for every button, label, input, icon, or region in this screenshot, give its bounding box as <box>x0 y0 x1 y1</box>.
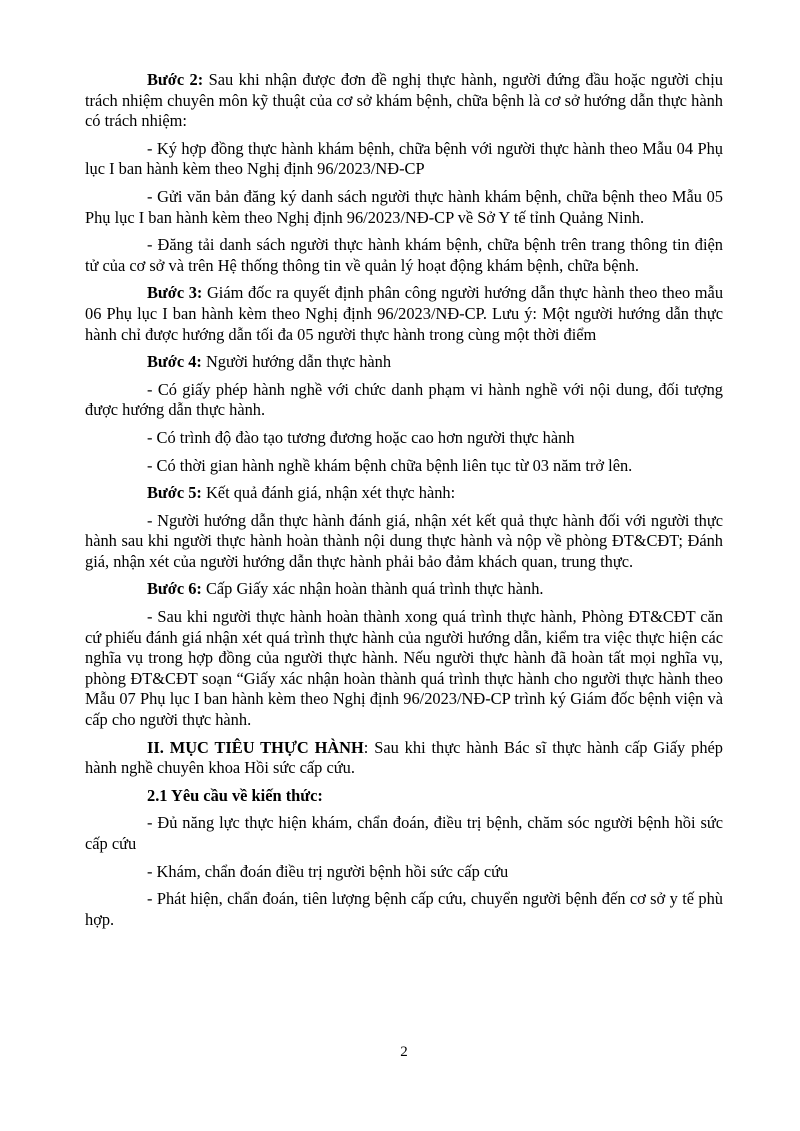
paragraph: - Ký hợp đồng thực hành khám bệnh, chữa bệnh với người thực hành theo Mẫu 04 Phụ lục I ban hành kèm theo Nghị định 96/2023/NĐ-CP <box>85 138 723 179</box>
paragraph-lead-bold: Bước 2: <box>147 70 204 89</box>
paragraph-lead-bold: Bước 5: <box>147 483 202 503</box>
page-footer <box>85 1042 723 1062</box>
paragraph-lead-bold: 2.1 Yêu cầu về kiến thức: <box>147 785 323 805</box>
paragraph: II. MỤC TIÊU THỰC HÀNH: Sau khi thực hành Bác sĩ thực hành cấp Giấy phép hành nghề chuyên khoa Hồi sức cấp cứu. <box>85 737 723 778</box>
paragraph: Bước 5: Kết quả đánh giá, nhận xét thực hành: <box>147 483 456 503</box>
paragraph-lead-bold: Bước 4: <box>147 352 202 372</box>
paragraph-lead-bold: II. MỤC TIÊU THỰC HÀNH <box>147 737 364 757</box>
paragraph: - Có thời gian hành nghề khám bệnh chữa bệnh liên tục từ 03 năm trở lên. <box>147 455 633 475</box>
paragraph: Bước 6: Cấp Giấy xác nhận hoàn thành quá trình thực hành. <box>147 579 544 599</box>
paragraph <box>85 786 723 807</box>
paragraph: Bước 2: Sau khi nhận được đơn đề nghị thực hành, người đứng đầu hoặc người chịu trách nhiệm chuyên môn kỹ thuật của cơ sở khám bệnh, chữa bệnh là cơ sở hướng dẫn thực hành có trách nhiệm: <box>85 70 723 131</box>
paragraph: Bước 3: Giám đốc ra quyết định phân công người hướng dẫn thực hành theo theo mẫu 06 Phụ lục I ban hành kèm theo Nghị định 96/2023/NĐ-CP. Lưu ý: Một người hướng dẫn thực hành chỉ được hướng dẫn tối đa 05 người thực hành trong cùng một thời điểm <box>85 283 724 344</box>
paragraph: - Sau khi người thực hành hoàn thành xong quá trình thực hành, Phòng ĐT&CĐT căn cứ phiếu đánh giá nhận xét quá trình thực hành của người hướng dẫn, kiểm tra việc thực hiện các nghĩa vụ trong hợp đồng của người thực hành. Nếu người thực hành đã hoàn tất mọi nghĩa vụ, phòng ĐT&CĐT soạn “Giấy xác nhận hoàn thành quá trình thực hành cho người thực hành theo Mẫu 07 Phụ lục I ban hành kèm theo Nghị định 96/2023/NĐ-CP trình ký Giám đốc bệnh viện và cấp cho người thực hành. <box>85 607 723 730</box>
paragraph: - Có trình độ đào tạo tương đương hoặc cao hơn người thực hành <box>147 427 575 447</box>
paragraph: - Đủ năng lực thực hiện khám, chẩn đoán, điều trị bệnh, chăm sóc người bệnh hồi sức cấp cứu <box>85 813 723 853</box>
paragraph-lead-bold: Bước 6: <box>147 579 202 599</box>
paragraph: - Đăng tải danh sách người thực hành khám bệnh, chữa bệnh trên trang thông tin điện tử của cơ sở và trên Hệ thống thông tin về quản lý hoạt động khám bệnh, chữa bệnh. <box>85 235 723 275</box>
paragraph: - Có giấy phép hành nghề với chức danh phạm vi hành nghề với nội dung, đối tượng được hướng dẫn thực hành. <box>85 379 723 420</box>
paragraph: - Gửi văn bản đăng ký danh sách người thực hành khám bệnh, chữa bệnh theo Mẫu 05 Phụ lục I ban hành kèm theo Nghị định 96/2023/NĐ-CP về Sở Y tế tỉnh Quảng Ninh. <box>85 186 723 227</box>
document-body <box>85 70 723 937</box>
paragraph: - Khám, chẩn đoán điều trị người bệnh hồi sức cấp cứu <box>147 861 509 881</box>
paragraph: - Người hướng dẫn thực hành đánh giá, nhận xét kết quả thực hành đối với người thực hành sau khi người thực hành hoàn thành nội dung thực hành và nộp về phòng ĐT&CĐT; Đánh giá, nhận xét của người hướng dẫn thực hành phải bảo đảm khách quan, trung thực. <box>85 510 723 571</box>
paragraph: - Phát hiện, chẩn đoán, tiên lượng bệnh cấp cứu, chuyển người bệnh đến cơ sở y tế phù hợp. <box>85 889 723 929</box>
page-number: 2 <box>400 1044 408 1060</box>
paragraph-lead-bold: Bước 3: <box>147 283 203 303</box>
paragraph: Bước 4: Người hướng dẫn thực hành <box>147 352 392 372</box>
